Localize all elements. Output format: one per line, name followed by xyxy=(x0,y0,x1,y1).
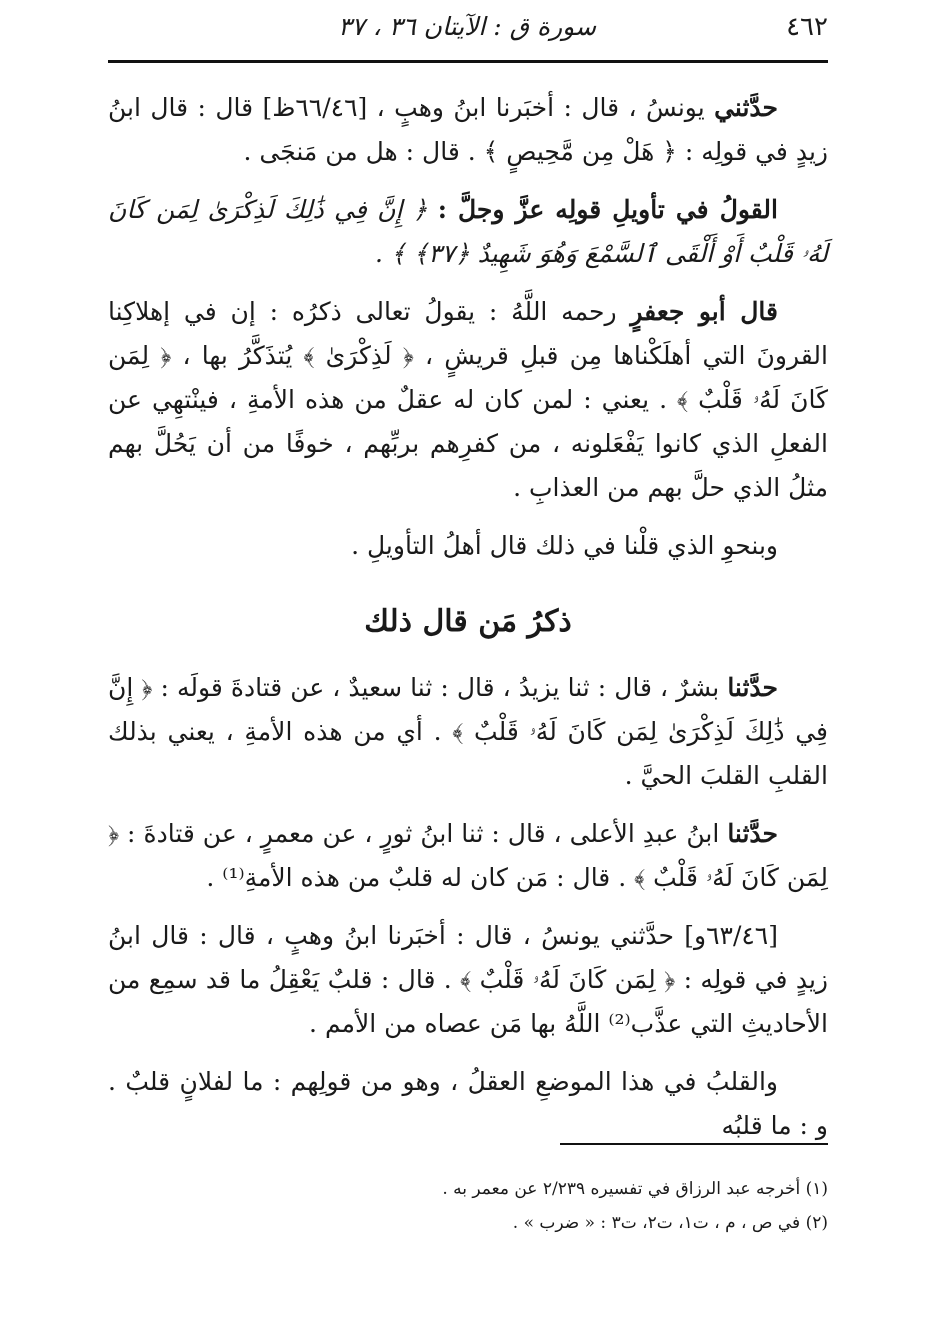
paragraph-text: بشرٌ ، قال : ثنا يزيدُ ، قال : ثنا سعيدٌ ، عن قتادةَ قولَه : ﴿ إِنَّ فِي ذَٰلِكَ لَذِكْرَىٰ لِمَن كَانَ لَهُۥ قَلْبٌ ﴾ . أي من هذه الأمةِ ، يعني بذلك القلبِ القلبَ الحيَّ . xyxy=(108,673,828,790)
footnote: (١) أخرجه عبد الرزاق في تفسيره ٢/٢٣٩ عن معمر به . xyxy=(442,1179,828,1199)
page-number: ٤٦٢ xyxy=(786,12,828,42)
paragraph xyxy=(108,1060,828,1148)
footnote: (٢) في ص ، م ، ت١، ت٢، ت٣ : « ضرب » . xyxy=(512,1213,828,1233)
paragraph-lead: حدَّثنا xyxy=(727,819,779,848)
paragraph xyxy=(108,188,828,276)
paragraph-text: والقلبُ في هذا الموضعِ العقلُ ، وهو من قولِهم : ما لفلانٍ قلبٌ . و : ما قلبُه xyxy=(108,1067,828,1140)
paragraph xyxy=(108,812,828,900)
paragraph-text: ﴿ إِنَّ فِي ذَٰلِكَ لَذِكْرَىٰ لِمَن كَانَ لَهُۥ قَلْبٌ أَوْ أَلْقَى ٱلسَّمْعَ وَهُوَ شَهِيدٌ ﴿٣٧﴾ ﴾ . xyxy=(108,195,828,268)
paragraph xyxy=(108,914,828,1046)
paragraph-lead: القولُ في تأويلِ قولِه عزَّ وجلَّ : xyxy=(437,195,778,224)
page-body xyxy=(108,86,828,1148)
paragraph-lead: حدَّثنا xyxy=(727,673,779,702)
paragraph xyxy=(108,524,828,568)
paragraph xyxy=(108,86,828,174)
paragraph-lead: حدَّثني xyxy=(714,93,778,122)
running-title: سورة ق : الآيتان ٣٦ ، ٣٧ xyxy=(338,12,597,41)
paragraph xyxy=(108,290,828,510)
paragraph-text: وبنحوِ الذي قلْنا في ذلك قال أهلُ التأويلِ . xyxy=(351,531,778,560)
section-heading: ذكرُ مَن قال ذلك xyxy=(364,604,572,639)
header-rule xyxy=(108,60,828,63)
paragraph-text: يونسُ ، قال : أخبَرنا ابنُ وهبٍ ، [٦٦/٤٦ظ] قال : قال ابنُ زيدٍ في قولِه : ﴿ هَلْ مِن مَّحِيصٍ ﴾ . قال : هل من مَنجَى . xyxy=(108,93,828,166)
paragraph-text: ابنُ عبدِ الأعلى ، قال : ثنا ابنُ ثورٍ ، عن معمرٍ ، عن قتادةَ : ﴿ لِمَن كَانَ لَهُۥ قَلْبٌ ﴾ . قال : مَن كان له قلبٌ من هذه الأمةِ⁽¹⁾ . xyxy=(108,819,828,892)
paragraph xyxy=(108,666,828,798)
footnotes xyxy=(400,1172,828,1240)
page-header xyxy=(108,8,828,52)
paragraph-text: رحمه اللَّهُ : يقولُ تعالى ذكرُه : إن في إهلاكِنا القرونَ التي أهلَكْناها مِن قبلِ قريشٍ ، ﴿ لَذِكْرَىٰ ﴾ يُتذَكَّرُ بها ، ﴿ لِمَن كَانَ لَهُۥ قَلْبٌ ﴾ . يعني : لمن كان له عقلٌ من هذه الأمةِ ، فينْتهِي عن الفعلِ الذي كانوا يَفْعَلونه ، من كفرِهم بربِّهم ، خوفًا من أن يَحُلَّ بهم مثلُ الذي حلَّ بهم من العذابِ . xyxy=(108,297,828,502)
footnote-rule xyxy=(560,1143,828,1145)
paragraph-text: [٦٣/٤٦و] حدَّثني يونسُ ، قال : أخبَرنا ابنُ وهبٍ ، قال : قال ابنُ زيدٍ في قولِه : ﴿ لِمَن كَانَ لَهُۥ قَلْبٌ ﴾ . قال : قلبٌ يَعْقِلُ ما قد سمِع من الأحاديثِ التي عذَّب⁽²⁾ اللَّهُ بها مَن عصاه من الأمم . xyxy=(108,921,828,1038)
paragraph-lead: قال أبو جعفرٍ xyxy=(630,297,778,326)
